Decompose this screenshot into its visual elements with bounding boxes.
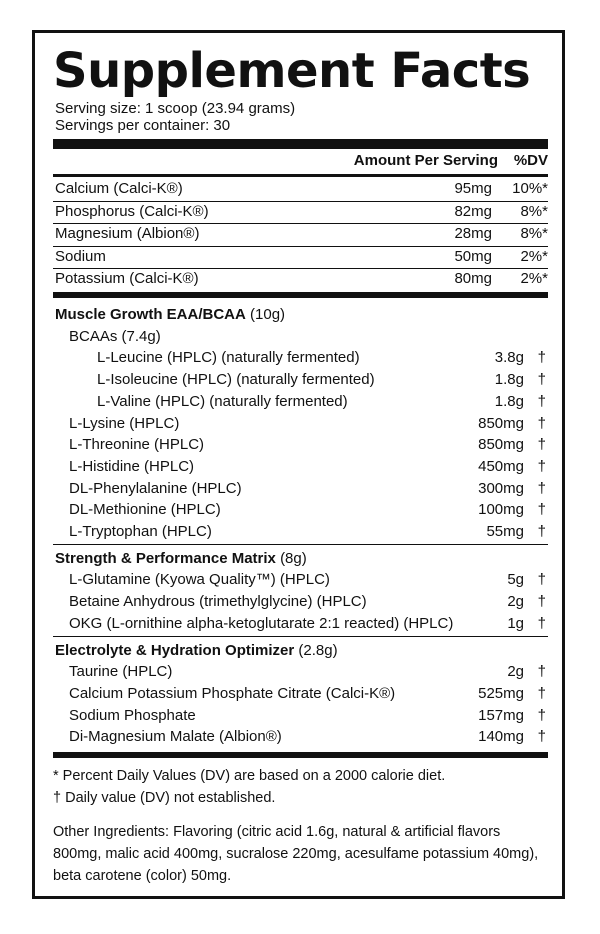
section-divider	[53, 544, 548, 545]
nutrient-name: Sodium	[55, 247, 106, 265]
nutrient-amount: 50mg	[454, 247, 492, 265]
ingredient-row	[53, 661, 548, 683]
ingredient-amount: 1.8g	[494, 371, 524, 389]
header-divider	[53, 174, 548, 177]
nutrient-name: Magnesium (Albion®)	[55, 225, 200, 243]
ingredient-amount: 1g	[507, 614, 524, 632]
ingredient-amount: 300mg	[478, 479, 524, 497]
nutrient-dv: 8%*	[520, 225, 548, 243]
blend-title: Muscle Growth EAA/BCAA	[55, 306, 246, 323]
nutrient-dv: 10%*	[512, 180, 548, 197]
ingredient-row	[53, 347, 548, 369]
dagger-mark: †	[537, 614, 546, 632]
dagger-footnote: † Daily value (DV) not established.	[53, 790, 276, 806]
nutrient-amount: 80mg	[454, 270, 492, 288]
ingredient-name: Calcium Potassium Phosphate Citrate (Calci-K®)	[69, 684, 396, 702]
dagger-mark: †	[537, 414, 546, 432]
blend-amount: (2.8g)	[298, 641, 338, 659]
ingredient-amount: 1.8g	[494, 392, 524, 410]
ingredient-amount: 55mg	[486, 523, 524, 540]
ingredient-row	[53, 569, 548, 591]
dagger-mark: †	[537, 436, 546, 454]
nutrient-dv: 2%*	[520, 247, 548, 265]
mineral-row	[53, 223, 548, 245]
nutrient-amount: 95mg	[454, 180, 492, 197]
thick-divider	[53, 139, 548, 149]
ingredient-row	[53, 391, 548, 413]
dagger-mark: †	[537, 371, 546, 389]
dagger-mark: †	[537, 501, 546, 519]
ingredient-row	[53, 499, 548, 521]
ingredient-amount: 2g	[507, 593, 524, 611]
nutrient-dv: 2%*	[520, 270, 548, 288]
ingredient-row	[53, 591, 548, 613]
ingredient-name: Betaine Anhydrous (trimethylglycine) (HPLC)	[69, 593, 367, 611]
ingredient-name: DL-Methionine (HPLC)	[69, 501, 221, 519]
ingredient-row	[53, 434, 548, 456]
ingredient-amount: 5g	[507, 571, 524, 589]
ingredient-amount: 157mg	[478, 706, 524, 724]
ingredient-row	[53, 456, 548, 478]
ingredient-name: L-Histidine (HPLC)	[69, 457, 195, 475]
ingredient-amount: 525mg	[478, 684, 524, 702]
dagger-mark: †	[537, 479, 546, 497]
ingredient-amount: 3.8g	[494, 349, 524, 367]
blend-title: Electrolyte & Hydration Optimizer	[55, 641, 295, 659]
ingredient-row	[53, 705, 548, 727]
nutrient-name: Phosphorus (Calci-K®)	[55, 202, 209, 220]
blend-title: Strength & Performance Matrix	[55, 549, 276, 567]
dagger-mark: †	[537, 349, 546, 367]
ingredient-amount: 140mg	[478, 728, 524, 746]
blend-amount: (10g)	[250, 306, 286, 323]
ingredient-row	[53, 478, 548, 500]
ingredient-name: L-Glutamine (Kyowa Quality™) (HPLC)	[69, 571, 330, 589]
nutrient-name: Potassium (Calci-K®)	[55, 270, 199, 288]
servings-per-container: Servings per container: 30	[55, 117, 231, 134]
ingredient-name: L-Lysine (HPLC)	[69, 414, 180, 432]
nutrient-dv: 8%*	[520, 202, 548, 220]
panel-title: Supplement Facts	[53, 43, 531, 99]
serving-size: Serving size: 1 scoop (23.94 grams)	[55, 100, 296, 117]
dagger-mark: †	[537, 392, 546, 410]
ingredient-name: DL-Phenylalanine (HPLC)	[69, 479, 242, 497]
dagger-mark: †	[537, 523, 546, 540]
ingredient-name: L-Isoleucine (HPLC) (naturally fermented)	[97, 371, 375, 389]
amount-per-serving-header: Amount Per Serving	[353, 152, 498, 169]
ingredient-amount: 2g	[507, 663, 524, 681]
mineral-row	[53, 268, 548, 290]
dagger-mark: †	[537, 706, 546, 724]
dv-footnote: * Percent Daily Values (DV) are based on a 2000 calorie diet.	[53, 768, 446, 784]
ingredient-amount: 850mg	[478, 436, 524, 454]
dagger-mark: †	[537, 663, 546, 681]
bottom-divider	[53, 752, 548, 758]
other-ingredients: Other Ingredients: Flavoring (citric acid 1.6g, natural & artificial flavors 800mg, malic acid 400mg, sucralose 220mg, acesulfame potassium 40mg), beta carotene (color) 50mg.	[53, 824, 539, 884]
ingredient-row	[53, 613, 548, 635]
dagger-mark: †	[537, 593, 546, 611]
blend-title-row	[53, 304, 548, 326]
minerals-divider	[53, 292, 548, 298]
ingredient-amount: 850mg	[478, 414, 524, 432]
mineral-row	[53, 178, 548, 200]
ingredient-amount: 450mg	[478, 457, 524, 475]
supplement-facts-panel	[32, 30, 565, 899]
ingredient-name: L-Valine (HPLC) (naturally fermented)	[97, 392, 348, 410]
ingredient-name: L-Tryptophan (HPLC)	[69, 523, 212, 540]
mineral-row	[53, 201, 548, 223]
ingredient-name: L-Threonine (HPLC)	[69, 436, 205, 454]
nutrient-amount: 82mg	[454, 202, 492, 220]
blend-title-row	[53, 548, 548, 570]
ingredient-row	[53, 683, 548, 705]
ingredient-amount: 100mg	[478, 501, 524, 519]
ingredient-name: L-Leucine (HPLC) (naturally fermented)	[97, 349, 360, 367]
ingredient-row	[53, 521, 548, 543]
ingredient-name: Sodium Phosphate	[69, 706, 196, 724]
dagger-mark: †	[537, 571, 546, 589]
dagger-mark: †	[537, 728, 546, 746]
ingredient-name: OKG (L-ornithine alpha-ketoglutarate 2:1 reacted) (HPLC)	[69, 614, 454, 632]
dagger-mark: †	[537, 457, 546, 475]
ingredient-row	[53, 413, 548, 435]
mineral-row	[53, 246, 548, 268]
nutrient-amount: 28mg	[454, 225, 492, 243]
ingredient-name: BCAAs (7.4g)	[69, 327, 161, 345]
blend-title-row	[53, 640, 548, 662]
ingredient-name: Taurine (HPLC)	[69, 663, 173, 681]
ingredient-row	[53, 369, 548, 391]
ingredient-row	[53, 726, 548, 748]
ingredient-row	[53, 326, 548, 348]
blend-amount: (8g)	[280, 549, 307, 567]
section-divider	[53, 636, 548, 637]
nutrient-name: Calcium (Calci-K®)	[55, 180, 183, 197]
ingredient-name: Di-Magnesium Malate (Albion®)	[69, 728, 282, 746]
dv-header: %DV	[513, 152, 548, 169]
dagger-mark: †	[537, 684, 546, 702]
column-header-row	[53, 150, 548, 172]
